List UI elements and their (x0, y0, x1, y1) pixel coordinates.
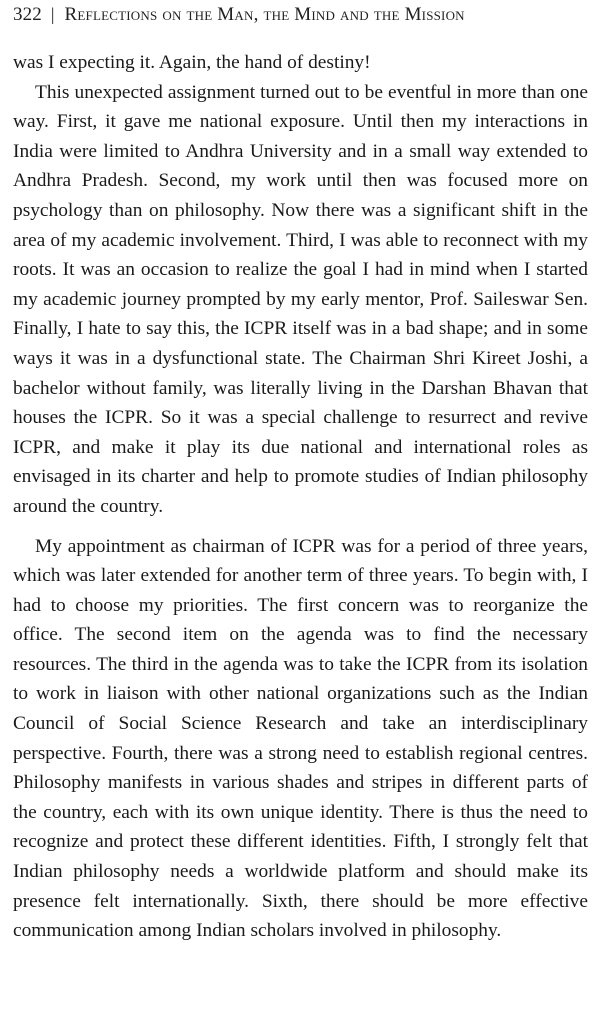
paragraph-appointment: My appointment as chairman of ICPR was for a period of three years, which was later extended for another term of three years. To begin with, I had to choose my priorities. The first concern was to reorganize the office. The second item on the agenda was to find the necessary resources. The third in the agenda was to take the ICPR from its isolation to work in liaison with other national organizations such as the Indian Council of Social Science Research and take an interdisciplinary perspective. Fourth, there was a strong need to establish regional centres. Philosophy manifests in various shades and stripes in different parts of the country, each with its own unique identity. There is thus the need to recognize and protect these different identities. Fifth, I strongly felt that Indian philosophy needs a worldwide platform and should make its presence felt internationally. Sixth, there should be more effective communication among Indian scholars involved in philosophy. (13, 535, 588, 942)
body-text (13, 48, 588, 946)
running-head (13, 4, 588, 34)
book-title: Reflections on the Man, the Mind and the Mission (64, 4, 465, 25)
header-separator: | (50, 4, 55, 24)
paragraph-continued: was I expecting it. Again, the hand of destiny! (13, 52, 371, 73)
paragraph-assignment: This unexpected assignment turned out to be eventful in more than one way. First, it gave me national exposure. Until then my interactions in India were limited to Andhra University and in a small way extended to Andhra Pradesh. Second, my work until then was focused more on psychology than on philosophy. Now there was a significant shift in the area of my academic involvement. Third, I was able to reconnect with my roots. It was an occasion to realize the goal I had in mind when I started my academic journey prompted by my early mentor, Prof. Saileswar Sen. Finally, I hate to say this, the ICPR itself was in a bad shape; and in some ways it was in a dysfunctional state. The Chairman Shri Kireet Joshi, a bachelor without family, was literally living in the Darshan Bhavan that houses the ICPR. So it was a special challenge to resurrect and revive ICPR, and make it play its due national and international roles as envisaged in its charter and help to promote studies of Indian philosophy around the country. (13, 81, 588, 517)
page-number: 322 (13, 4, 42, 25)
